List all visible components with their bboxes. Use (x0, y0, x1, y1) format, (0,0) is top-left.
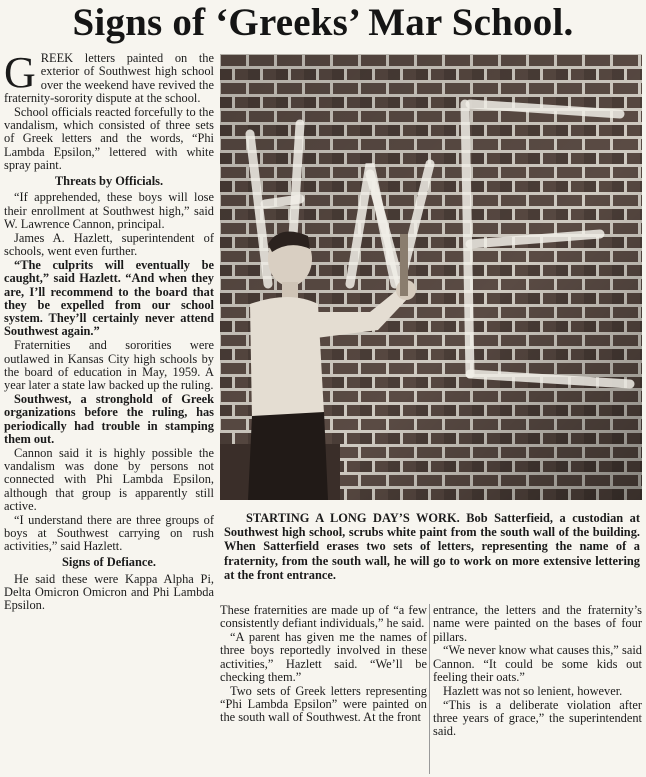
paragraph: “We never know what causes this,” said Cannon. “It could be some kids out feeling their oats.” (433, 643, 642, 684)
lead-paragraph (4, 48, 214, 105)
headline: Signs of ‘Greeks’ Mar School. (72, 1, 574, 44)
paragraph: “If apprehended, these boys will lose their enrollment at Southwest high,” said W. Lawrence Cannon, principal. (4, 190, 214, 232)
paragraph: Hazlett was not so lenient, however. (443, 683, 623, 698)
drop-cap: G (4, 48, 36, 97)
column-divider (429, 604, 430, 774)
paragraph: These fraternities are made up of “a few consistently defiant individuals,” he said. (220, 603, 427, 631)
paragraph: Two sets of Greek letters representing “Phi Lambda Epsilon” were painted on the south wall of Southwest. At the front (220, 683, 427, 725)
article-column-3 (433, 604, 642, 739)
paragraph-bold: Southwest, a stronghold of Greek organizations before the ruling, has periodically had trouble in stamping them out. (4, 391, 214, 446)
paragraph: “A parent has given me the names of three boys reportedly involved in these activities,” Hazlett said. “We’ll be checking them.” (220, 630, 427, 684)
article-column-1 (4, 48, 214, 613)
paragraph-bold: “The culprits will eventually be caught,” said Hazlett. “And when they are, I’ll recommend to the board that they be expelled from our school system. They’ll certainly never attend Southwest again.” (4, 257, 214, 339)
paragraph: Fraternities and sororities were outlawed in Kansas City high schools by the board of education in May, 1959. A year later a state law backed up the ruling. (4, 338, 214, 393)
subhead-threats: Threats by Officials. (54, 174, 164, 189)
paragraph: entrance, the letters and the fraternity’s name were painted on the bases of four pillars. (433, 603, 642, 644)
paragraph: Cannon said it is highly possible the vandalism was done by persons not connected with Phi Lambda Epsilon, although that group is apparently still active. (4, 445, 214, 513)
article-column-2 (220, 604, 427, 725)
paragraph: “This is a deliberate violation after three years of grace,” the superintendent said. (433, 697, 642, 739)
photo-custodian-scrubbing-wall-icon (220, 54, 642, 500)
subhead-defiance: Signs of Defiance. (62, 555, 156, 570)
photo-caption: STARTING A LONG DAY’S WORK. Bob Satterfieid, a custodian at Southwest high school, scrubs white paint from the south wall of the building. When Satterfield erases two sets of letters, representing the name of a fraternity, from the south wall, he will go to work on more extensive lettering at the front entrance. (224, 511, 640, 582)
paragraph: He said these were Kappa Alpha Pi, Delta Omicron Omicron and Phi Lambda Epsilon. (4, 571, 214, 613)
lead-text: REEK letters painted on the exterior of Southwest high school over the weekend have revived the fraternity-sorority dispute at the school. (4, 51, 214, 105)
paragraph: “I understand there are three groups of boys at Southwest carrying on rush activities,” said Hazlett. (4, 512, 214, 554)
paragraph: School officials reacted forcefully to the vandalism, which consisted of three sets of Greek letters and the words, “Phi Lambda Epsilon,” lettered with white spray paint. (4, 104, 214, 172)
news-photo (220, 54, 642, 500)
paragraph: James A. Hazlett, superintendent of schools, went even further. (4, 230, 214, 259)
